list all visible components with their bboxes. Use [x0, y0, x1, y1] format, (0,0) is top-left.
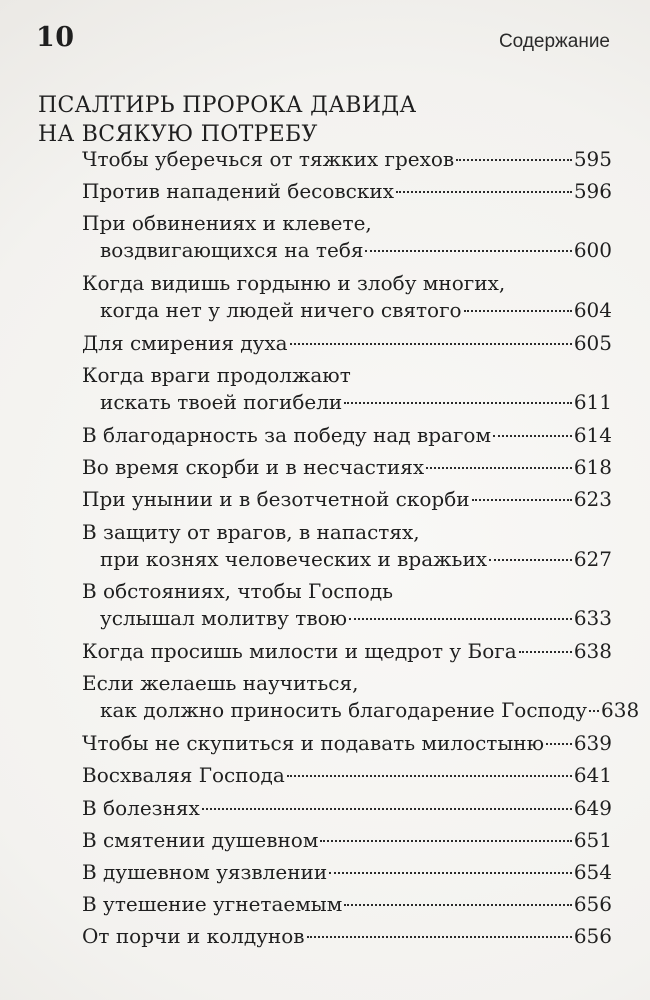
- dot-leader: [464, 310, 572, 312]
- toc-page-number: 651: [573, 827, 612, 852]
- toc-page-number: 614: [573, 423, 612, 447]
- toc-page-number: 649: [573, 795, 612, 820]
- toc-entry[interactable]: [82, 422, 612, 449]
- dot-leader: [290, 343, 572, 345]
- toc-page-number: 641: [573, 763, 612, 788]
- toc-entry-title: От порчи и колдунов: [82, 924, 305, 949]
- toc-entry-title: В благодарность за победу над врагом: [82, 423, 492, 447]
- toc-entry[interactable]: [82, 330, 612, 357]
- toc-entry[interactable]: [82, 730, 612, 757]
- dot-leader: [589, 710, 599, 712]
- dot-leader: [329, 872, 572, 874]
- toc-entry-title: Когда просишь милости и щедрот у Бога: [82, 639, 517, 664]
- dot-leader: [320, 840, 571, 842]
- dot-leader: [344, 402, 572, 404]
- toc-entry[interactable]: [82, 578, 612, 632]
- toc-entry-title: Против нападений бесовских: [82, 179, 394, 204]
- toc-entry-title: Чтобы уберечься от тяжких грехов: [82, 147, 455, 171]
- toc-entry-title: В защиту от врагов, в напастях,: [82, 519, 420, 544]
- toc-entry[interactable]: [82, 827, 612, 854]
- toc-page-number: 604: [573, 298, 612, 323]
- toc-entry-title: В утешение угнетаемым: [82, 892, 343, 917]
- toc-page-number: 595: [573, 147, 612, 171]
- dot-leader: [519, 651, 572, 653]
- toc-entry[interactable]: [82, 762, 612, 789]
- toc-entry[interactable]: [82, 178, 612, 205]
- section-title-line-1: ПСАЛТИРЬ ПРОРОКА ДАВИДА: [38, 93, 417, 118]
- toc-page-number: 656: [573, 892, 612, 917]
- toc-entry-title: воздвигающихся на тебя: [100, 238, 364, 263]
- toc-page-number: 627: [573, 546, 612, 571]
- toc-entry[interactable]: [82, 362, 612, 416]
- toc-entry-title: искать твоей погибели: [100, 390, 343, 415]
- toc-entry[interactable]: [82, 519, 612, 573]
- toc-entry[interactable]: [82, 859, 612, 886]
- dot-leader: [287, 775, 572, 777]
- dot-leader: [349, 618, 572, 620]
- toc-entry[interactable]: [82, 923, 612, 950]
- toc-entry-title: При обвинениях и клевете,: [82, 211, 372, 236]
- dot-leader: [472, 499, 572, 501]
- toc-page-number: 618: [573, 455, 612, 480]
- toc-entry-title: Чтобы не скупиться и подавать милостыню: [82, 731, 545, 756]
- toc-page-number: 654: [573, 860, 612, 884]
- dot-leader: [489, 559, 572, 561]
- toc-entry[interactable]: [82, 454, 612, 481]
- toc-page-number: 596: [573, 179, 612, 204]
- dot-leader: [202, 808, 572, 810]
- toc-page-number: 638: [573, 639, 612, 664]
- toc-entry-title: В смятении душевном: [82, 827, 319, 852]
- dot-leader: [365, 250, 571, 252]
- dot-leader: [546, 743, 572, 745]
- toc-entry[interactable]: [82, 486, 612, 513]
- dot-leader: [426, 467, 572, 469]
- dot-leader: [456, 159, 572, 161]
- toc-page-number: 633: [573, 606, 612, 631]
- toc-entry-title: При унынии и в безотчетной скорби: [82, 487, 470, 512]
- toc-page-number: 623: [573, 487, 612, 512]
- toc-entry[interactable]: [82, 670, 640, 724]
- toc-entry-title: В обстояниях, чтобы Господь: [82, 579, 394, 604]
- toc-page-number: 656: [573, 924, 612, 949]
- dot-leader: [344, 904, 572, 906]
- running-header: Содержание: [498, 31, 610, 52]
- toc-entry-title: как должно приносить благодарение Господу: [100, 698, 588, 723]
- toc-entry-title: В душевном уязвлении: [82, 860, 328, 884]
- toc-page-number: 638: [601, 698, 640, 723]
- toc-entry-title: при кознях человеческих и вражьих: [100, 546, 488, 571]
- toc-entry[interactable]: [82, 270, 612, 324]
- dot-leader: [493, 435, 572, 437]
- toc-page-number: 605: [573, 331, 612, 355]
- toc-entry-title: услышал молитву твою: [100, 606, 348, 631]
- page-number: 10: [36, 22, 75, 53]
- toc-entry-title: Когда видишь гордыню и злобу многих,: [82, 271, 506, 296]
- toc-entry-title: Восхваляя Господа: [82, 763, 285, 788]
- toc-page-number: 611: [573, 390, 612, 415]
- toc-entry[interactable]: [82, 146, 612, 173]
- toc-entry-title: Если желаешь научиться,: [82, 671, 359, 696]
- toc-entry-title: Для смирения духа: [82, 331, 288, 355]
- section-title: [38, 91, 416, 149]
- dot-leader: [307, 936, 572, 938]
- toc-page-number: 639: [573, 731, 612, 756]
- toc-entry-title: В болезнях: [82, 795, 200, 820]
- dot-leader: [396, 191, 572, 193]
- toc-page-number: 600: [573, 238, 612, 263]
- toc-entry[interactable]: [82, 638, 612, 665]
- toc-entry[interactable]: [82, 210, 612, 264]
- toc-entry-title: Во время скорби и в несчастиях: [82, 455, 425, 480]
- toc-entry-title: когда нет у людей ничего святого: [100, 298, 462, 323]
- section-title-line-2: НА ВСЯКУЮ ПОТРЕБУ: [38, 122, 318, 147]
- toc-entry[interactable]: [82, 795, 612, 822]
- toc-entry[interactable]: [82, 891, 612, 918]
- toc-entry-title: Когда враги продолжают: [82, 363, 351, 388]
